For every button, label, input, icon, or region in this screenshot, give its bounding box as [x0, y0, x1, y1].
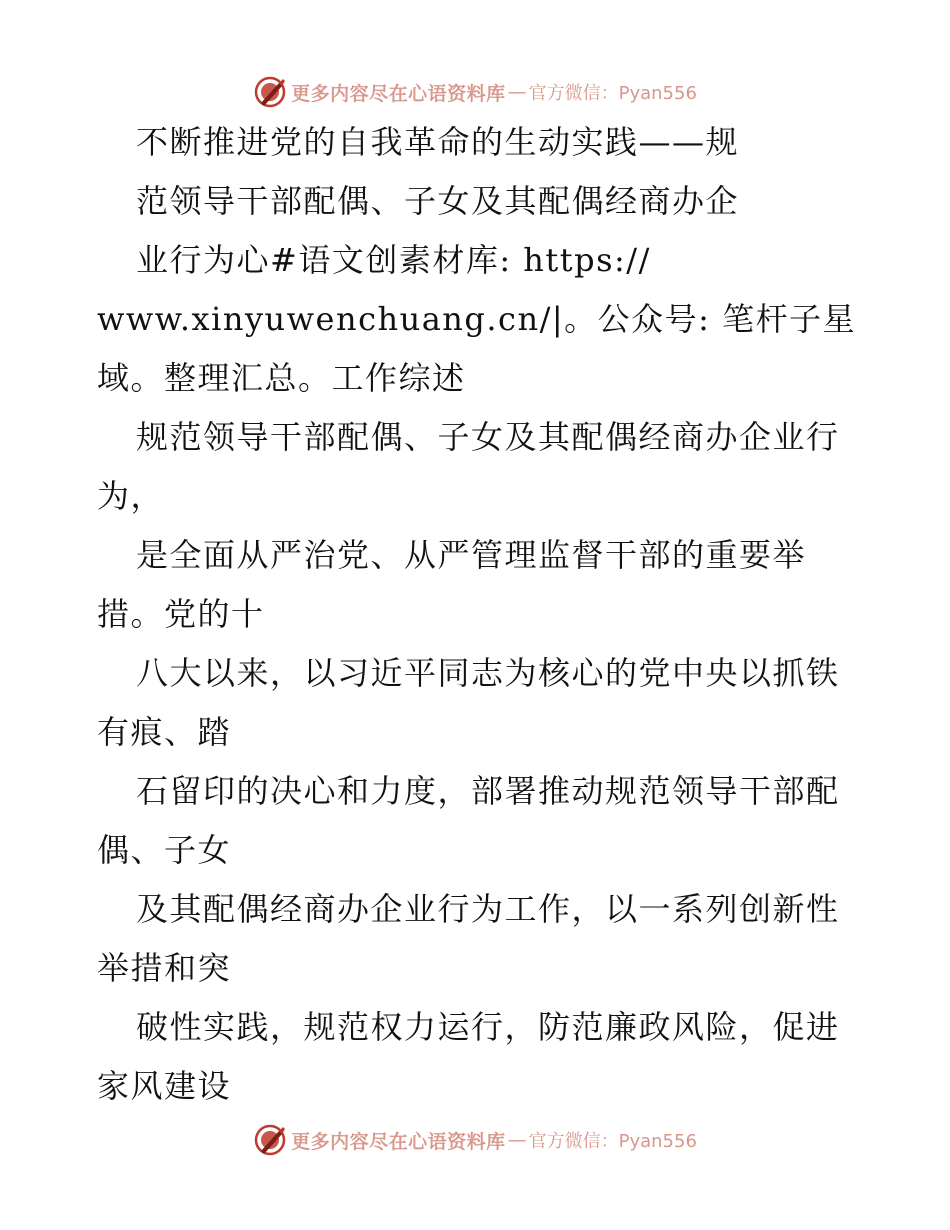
banner-wechat: 官方微信：Pyan556 — [528, 1131, 697, 1152]
banner-wechat: 官方微信：Pyan556 — [528, 83, 697, 104]
text-line: 石留印的决心和力度，部署推动规范领导干部配 — [136, 772, 840, 810]
text-line: www.xinyuwenchuang.cn/|。公众号: 笔杆子星 — [97, 300, 857, 338]
text-line: 不断推进党的自我革命的生动实践——规 — [136, 123, 740, 161]
text-line: 域。整理汇总。工作综述 — [97, 359, 466, 397]
text-line: 是全面从严治党、从严管理监督干部的重要举 — [136, 536, 807, 574]
banner-separator: — — [507, 1129, 527, 1151]
header-banner — [0, 72, 950, 112]
text-line: 规范领导干部配偶、子女及其配偶经商办企业行 — [136, 418, 840, 456]
banner-separator: — — [507, 81, 527, 103]
text-line: 有痕、踏 — [97, 713, 232, 751]
banner-title: 更多内容尽在心语资料库 — [291, 82, 506, 105]
text-line: 破性实践，规范权力运行，防范廉政风险，促进 — [136, 1008, 840, 1046]
text-line: 及其配偶经商办企业行为工作，以一系列创新性 — [136, 890, 840, 928]
text-line: 范领导干部配偶、子女及其配偶经商办企 — [136, 182, 740, 220]
text-line: 措。党的十 — [97, 595, 265, 633]
footer-banner — [0, 1120, 950, 1160]
pen-seal-logo-icon — [253, 1123, 287, 1157]
text-line: 八大以来，以习近平同志为核心的党中央以抓铁 — [136, 654, 840, 692]
text-line: 举措和突 — [97, 949, 232, 987]
text-line: 家风建设 — [97, 1067, 232, 1105]
pen-seal-logo-icon — [253, 75, 287, 109]
text-line: 业行为心#语文创素材库: https:// — [136, 241, 651, 279]
text-line: 偶、子女 — [97, 831, 232, 869]
text-line: 为， — [97, 477, 165, 515]
banner-title: 更多内容尽在心语资料库 — [291, 1130, 506, 1153]
